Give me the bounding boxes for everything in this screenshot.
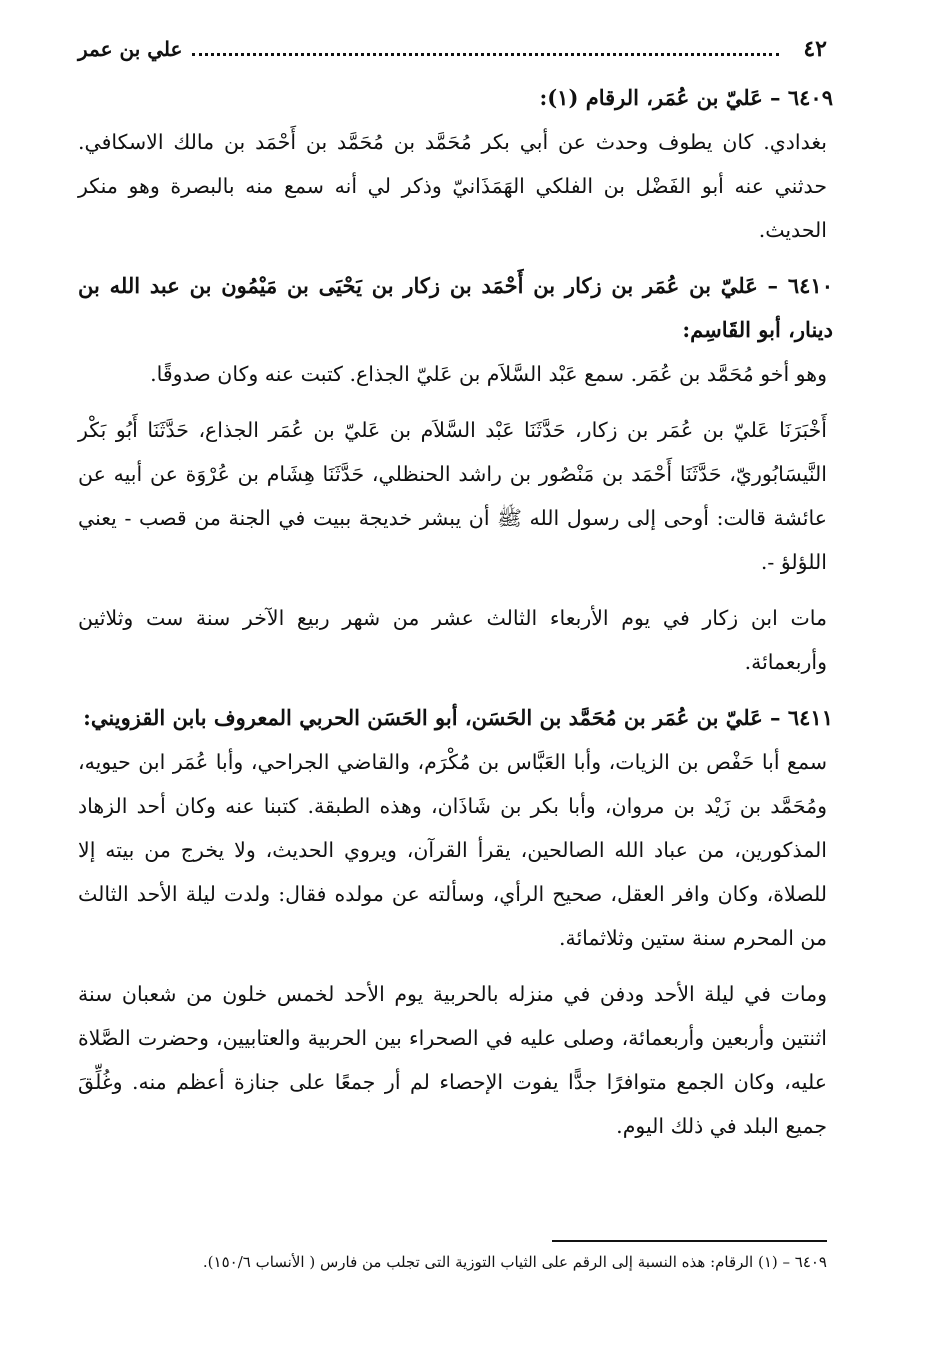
footnote: ٦٤٠٩ – (١) الرقام: هذه النسبة إلى الرقم على الثياب التوزية التى تجلب من فارس ( الأنساب ١٥٠/٦). [202,1253,827,1271]
entry-6410 [78,264,833,684]
running-title: علي بن عمر [78,37,183,61]
entry-6409 [78,76,833,252]
entry-paragraph: ومات في ليلة الأحد ودفن في منزله بالحربية يوم الأحد لخمس خلون من شعبان سنة اثنتين وأربعين وأربعمائة، وصلى عليه في الصحراء بين الحربية والعتابيين، وحضرت الصَّلاة عليه، وكان الجمع متوافرًا جدًّا يفوت الإحصاء لم أر جمعًا على جنازة أعظم منه. وغُلِّقَ جميع البلد في ذلك اليوم. [78,982,827,1138]
entry-6411 [78,696,833,1148]
entry-paragraph: سمع أبا حَفْص بن الزيات، وأبا العَبَّاس بن مُكْرَم، والقاضي الجراحي، وأبا عُمَر ابن حيويه، ومُحَمَّد بن زَيْد بن مروان، وأبا بكر بن شَاذَان، وهذه الطبقة. كتبنا عنه وكان أحد الزهاد المذكورين، من عباد الله الصالحين، يقرأ القرآن، ويروي الحديث، ولا يخرج من بيته إلا للصلاة، وكان وافر العقل، صحيح الرأي، وسألته عن مولده فقال: ولدت ليلة الأحد الثالث من المحرم سنة ستين وثلاثمائة. [78,750,827,950]
header-dotted-leader [192,53,779,56]
page-header [78,32,827,66]
page-body [78,76,833,1160]
entry-heading: ٦٤١١ – عَليّ بن عُمَر بن مُحَمَّد بن الحَسَن، أبو الحَسَن الحربي المعروف بابن القزويني: [83,705,833,730]
entry-paragraph: وهو أخو مُحَمَّد بن عُمَر. سمع عَبْد السَّلاَم بن عَليّ الجذاع. كتبت عنه وكان صدوقًا. [150,362,827,386]
entry-heading: ٦٤٠٩ – عَليّ بن عُمَر، الرقام (١): [539,85,833,110]
entry-paragraph: أَخْبَرَنَا عَليّ بن عُمَر بن زكار، حَدَّثَنَا عَبْد السَّلاَم بن عَليّ بن عُمَر الجذاع، حَدَّثَنَا أَبُو بَكْر النَّيسَابُوريّ، حَدَّثَنَا أَحْمَد بن مَنْصُور بن راشد الحنظلي، حَدَّثَنَا هِشَام بن عُرْوَة عن أبيه عن عائشة قالت: أوحى إلى رسول الله ﷺ أن يبشر خديجة ببيت في الجنة من قصب - يعني اللؤلؤ -. [78,418,827,574]
footnote-divider [552,1240,827,1242]
entry-paragraph: مات ابن زكار في يوم الأربعاء الثالث عشر من شهر ربيع الآخر سنة ست وثلاثين وأربعمائة. [78,606,827,674]
entry-paragraph: بغدادي. كان يطوف وحدث عن أبي بكر مُحَمَّد بن مُحَمَّد بن أَحْمَد بن مالك الاسكافي. حدثني عنه أبو الفَضْل بن الفلكي الهَمَذَانيّ وذكر لي أنه سمع منه بالبصرة وهو منكر الحديث. [78,130,827,242]
page-number: ٤٢ [803,36,827,62]
entry-heading: ٦٤١٠ – عَليّ بن عُمَر بن زكار بن أَحْمَد بن زكار بن يَحْيَى بن مَيْمُون بن عبد الله بن دينار، أبو القَاسِم: [78,273,833,342]
